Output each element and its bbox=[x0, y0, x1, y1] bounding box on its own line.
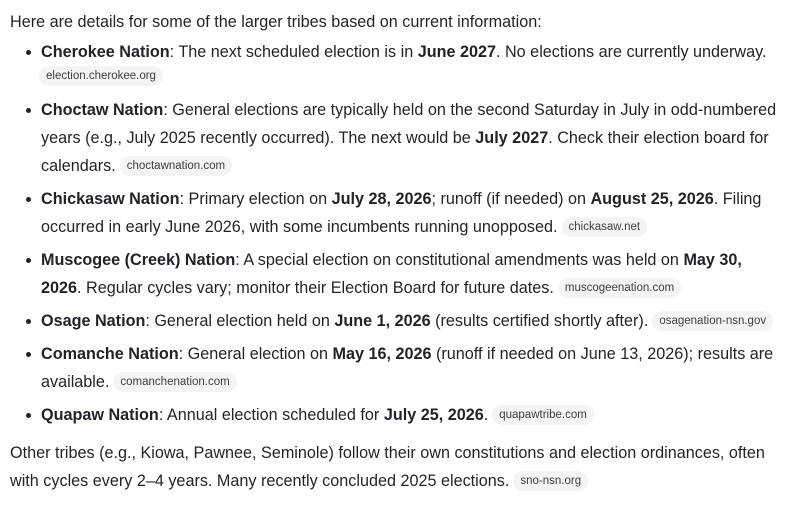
tribe-list bbox=[10, 38, 782, 429]
tribe-name: Choctaw Nation bbox=[41, 101, 164, 119]
tribe-name: Comanche Nation bbox=[41, 345, 179, 363]
source-chip-quapaw[interactable]: quapawtribe.com bbox=[492, 405, 594, 425]
source-chip-chickasaw[interactable]: chickasaw.net bbox=[562, 217, 648, 237]
outro-text: Other tribes (e.g., Kiowa, Pawnee, Seminole) follow their own constitutions and election ordinances, often with cycles every 2–4 years. Many recently concluded 2025 elections. sno-nsn.org bbox=[10, 444, 765, 490]
tribe-name: Chickasaw Nation bbox=[41, 190, 180, 208]
source-chip-muscogee[interactable]: muscogeenation.com bbox=[558, 278, 681, 298]
tribe-name: Quapaw Nation bbox=[41, 406, 159, 424]
tribe-name: Osage Nation bbox=[41, 312, 146, 330]
list-item-muscogee: Muscogee (Creek) Nation: A special election on constitutional amendments was held on May 30, 2026. Regular cycles vary; monitor their Election Board for future dates. muscogeenation.com bbox=[10, 246, 782, 302]
list-item-comanche: Comanche Nation: General election on May 16, 2026 (runoff if needed on June 13, 2026); results are available. comanchenation.com bbox=[10, 340, 782, 396]
tribe-name: Cherokee Nation bbox=[41, 43, 170, 61]
list-item-chickasaw: Chickasaw Nation: Primary election on July 28, 2026; runoff (if needed) on August 25, 2026. Filing occurred in early June 2026, with some incumbents running unopposed. chickasaw.net bbox=[10, 185, 782, 241]
list-item-osage: Osage Nation: General election held on June 1, 2026 (results certified shortly after). osagenation-nsn.gov bbox=[10, 307, 782, 335]
list-item-choctaw: Choctaw Nation: General elections are typically held on the second Saturday in July in odd-numbered years (e.g., July 2025 recently occurred). The next would be July 2027. Check their election board for calendars. choctawnation.com bbox=[10, 96, 782, 180]
source-chip-seminole[interactable]: sno-nsn.org bbox=[513, 471, 588, 491]
source-chip-choctaw[interactable]: choctawnation.com bbox=[120, 156, 232, 176]
tribe-name: Muscogee (Creek) Nation bbox=[41, 251, 236, 269]
source-chip-comanche[interactable]: comanchenation.com bbox=[113, 372, 236, 392]
list-item-quapaw: Quapaw Nation: Annual election scheduled for July 25, 2026. quapawtribe.com bbox=[10, 401, 782, 429]
intro-text: Here are details for some of the larger tribes based on current information: bbox=[10, 13, 542, 31]
source-chip-osage[interactable]: osagenation-nsn.gov bbox=[652, 311, 773, 331]
list-item-cherokee: Cherokee Nation: The next scheduled election is in June 2027. No elections are currently underway. election.cherokee.org bbox=[10, 38, 782, 86]
source-chip-cherokee[interactable]: election.cherokee.org bbox=[39, 66, 163, 86]
